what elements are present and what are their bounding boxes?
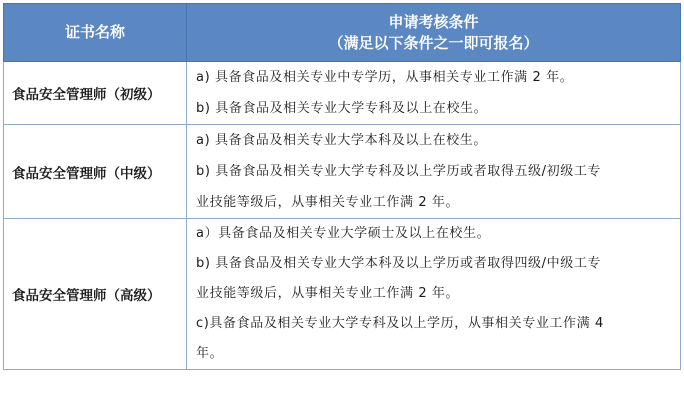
condition-line: 业技能等级后，从事相关专业工作满 2 年。	[196, 286, 460, 301]
table-row-intermediate	[4, 125, 681, 219]
conditions-senior	[187, 219, 681, 370]
certificate-name-junior: 食品安全管理师（初级）	[4, 62, 187, 125]
header-conditions-title: 申请考核条件	[388, 12, 479, 31]
conditions-intermediate	[187, 125, 681, 219]
header-conditions	[187, 4, 681, 62]
certificate-name-intermediate: 食品安全管理师（中级）	[4, 125, 187, 219]
condition-line: a) 具备食品及相关专业大学本科及以上在校生。	[196, 133, 487, 148]
condition-line: b) 具备食品及相关专业大学专科及以上学历或者取得五级/初级工专	[196, 164, 602, 179]
condition-line: c)具备食品及相关专业大学专科及以上学历，从事相关专业工作满 4	[196, 316, 604, 331]
condition-line: b) 具备食品及相关专业大学专科及以上在校生。	[196, 101, 488, 116]
condition-line: a）具备食品及相关专业大学硕士及以上在校生。	[196, 226, 491, 241]
certificate-name-senior: 食品安全管理师（高级）	[4, 219, 187, 370]
certificate-requirements-table	[3, 3, 681, 370]
table-row-senior	[4, 219, 681, 370]
condition-line: b) 具备食品及相关专业大学本科及以上学历或者取得四级/中级工专	[196, 256, 602, 271]
condition-line: a) 具备食品及相关专业中专学历，从事相关专业工作满 2 年。	[196, 70, 574, 85]
table-row-junior	[4, 62, 681, 125]
header-certificate-name: 证书名称	[4, 4, 187, 62]
condition-line: 年。	[196, 346, 224, 361]
table-header-row	[4, 4, 681, 62]
condition-line: 业技能等级后，从事相关专业工作满 2 年。	[196, 195, 460, 210]
header-conditions-subtitle: （满足以下条件之一即可报名）	[328, 33, 539, 52]
conditions-junior	[187, 62, 681, 125]
